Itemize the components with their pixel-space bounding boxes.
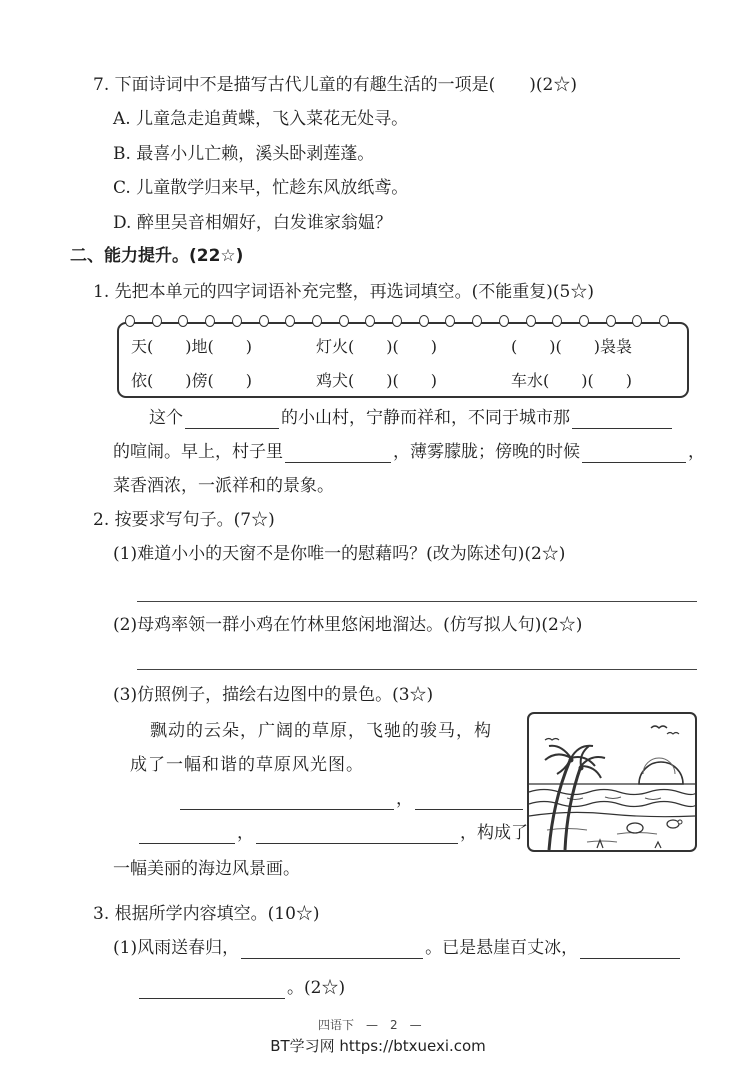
q7-option-a: A. 儿童急走追黄蝶，飞入菜花无处寻。 bbox=[113, 109, 409, 129]
binding-ring bbox=[232, 315, 242, 327]
q7-option-c: C. 儿童散学归来早，忙趁东风放纸鸢。 bbox=[113, 178, 409, 198]
fill-blank[interactable] bbox=[185, 410, 279, 429]
fill-text: ， bbox=[396, 789, 413, 809]
binding-ring bbox=[392, 315, 402, 327]
binding-ring bbox=[259, 315, 269, 327]
fill-text: 。已是悬崖百丈冰， bbox=[425, 938, 579, 958]
q1-stem: 1. 先把本单元的四字词语补充完整，再选词填空。(不能重复)(5☆) bbox=[93, 282, 594, 302]
fill-text: ， bbox=[237, 823, 254, 843]
q7-option-b: B. 最喜小儿亡赖，溪头卧剥莲蓬。 bbox=[113, 144, 375, 164]
binding-ring bbox=[152, 315, 162, 327]
fill-text: ，构成了 bbox=[460, 823, 528, 843]
binding-ring bbox=[365, 315, 375, 327]
fill-text: (1)风雨送春归， bbox=[113, 938, 240, 958]
example-line-2: 成了一幅和谐的草原风光图。 bbox=[130, 755, 364, 775]
binding-ring bbox=[579, 315, 589, 327]
site-watermark: BT学习网 https://btxuexi.com bbox=[270, 1037, 486, 1055]
word-denghuo: 灯火( )( ) bbox=[316, 337, 437, 356]
word-yibang: 依( )傍( ) bbox=[131, 371, 252, 390]
fill-text: 的小山村，宁静而祥和，不同于城市那 bbox=[281, 408, 570, 428]
binding-ring bbox=[606, 315, 616, 327]
example-line-1: 飘动的云朵，广阔的草原，飞驰的骏马，构 bbox=[150, 721, 492, 741]
imitate-line-2 bbox=[137, 822, 528, 844]
binding-ring bbox=[632, 315, 642, 327]
q2-sub1: (1)难道小小的天窗不是你唯一的慰藉吗？(改为陈述句)(2☆) bbox=[113, 544, 566, 564]
binding-ring bbox=[445, 315, 455, 327]
fill-blank[interactable] bbox=[180, 791, 394, 810]
binding-ring bbox=[659, 315, 669, 327]
binding-ring bbox=[339, 315, 349, 327]
q7-stem: 7. 下面诗词中不是描写古代儿童的有趣生活的一项是( )(2☆) bbox=[93, 75, 577, 95]
answer-line-1[interactable] bbox=[137, 601, 697, 602]
fill-line-2 bbox=[113, 441, 705, 463]
page-number: 四语下 — 2 — bbox=[318, 1018, 422, 1032]
fill-line-1 bbox=[149, 407, 674, 429]
fill-blank[interactable] bbox=[139, 980, 285, 999]
fill-text: 。(2☆) bbox=[287, 978, 346, 998]
fill-text: ， bbox=[688, 442, 705, 462]
imitate-line-1 bbox=[178, 788, 525, 810]
word-cheshui: 车水( )( ) bbox=[511, 371, 632, 390]
binding-ring bbox=[526, 315, 536, 327]
binding-ring bbox=[125, 315, 135, 327]
section-title: 二、能力提升。(22☆) bbox=[70, 246, 244, 266]
binding-ring bbox=[419, 315, 429, 327]
fill-text: 的喧闹。早上，村子里 bbox=[113, 442, 283, 462]
fill-blank[interactable] bbox=[139, 825, 235, 844]
beach-scene-image bbox=[527, 712, 697, 852]
word-tiandi: 天( )地( ) bbox=[131, 337, 252, 356]
fill-blank[interactable] bbox=[241, 940, 423, 959]
binding-ring bbox=[472, 315, 482, 327]
fill-text: 这个 bbox=[149, 408, 183, 428]
word-jiquan: 鸡犬( )( ) bbox=[316, 371, 437, 390]
binding-ring bbox=[205, 315, 215, 327]
binding-ring bbox=[499, 315, 509, 327]
binding-ring bbox=[178, 315, 188, 327]
fill-blank[interactable] bbox=[582, 444, 686, 463]
word-niaoniao: ( )( )袅袅 bbox=[511, 337, 632, 356]
binding-ring bbox=[552, 315, 562, 327]
fill-blank[interactable] bbox=[285, 444, 391, 463]
q3-sub1-cont bbox=[137, 977, 345, 999]
fill-blank[interactable] bbox=[572, 410, 672, 429]
binding-ring bbox=[285, 315, 295, 327]
q2-stem: 2. 按要求写句子。(7☆) bbox=[93, 510, 275, 530]
binding-ring bbox=[312, 315, 322, 327]
q3-stem: 3. 根据所学内容填空。(10☆) bbox=[93, 904, 320, 924]
q7-option-d: D. 醉里吴音相媚好，白发谁家翁媪？ bbox=[113, 213, 392, 233]
fill-line-3: 菜香酒浓，一派祥和的景象。 bbox=[113, 476, 334, 496]
fill-blank[interactable] bbox=[580, 940, 680, 959]
q3-sub1-line bbox=[113, 937, 682, 959]
word-box bbox=[117, 322, 689, 398]
imitate-ending: 一幅美丽的海边风景画。 bbox=[113, 859, 300, 879]
answer-line-2[interactable] bbox=[137, 669, 697, 670]
fill-text: ，薄雾朦胧；傍晚的时候 bbox=[393, 442, 580, 462]
fill-blank[interactable] bbox=[256, 825, 458, 844]
q2-sub3: (3)仿照例子，描绘右边图中的景色。(3☆) bbox=[113, 685, 434, 705]
fill-blank[interactable] bbox=[415, 791, 523, 810]
q2-sub2: (2)母鸡率领一群小鸡在竹林里悠闲地溜达。(仿写拟人句)(2☆) bbox=[113, 615, 583, 635]
